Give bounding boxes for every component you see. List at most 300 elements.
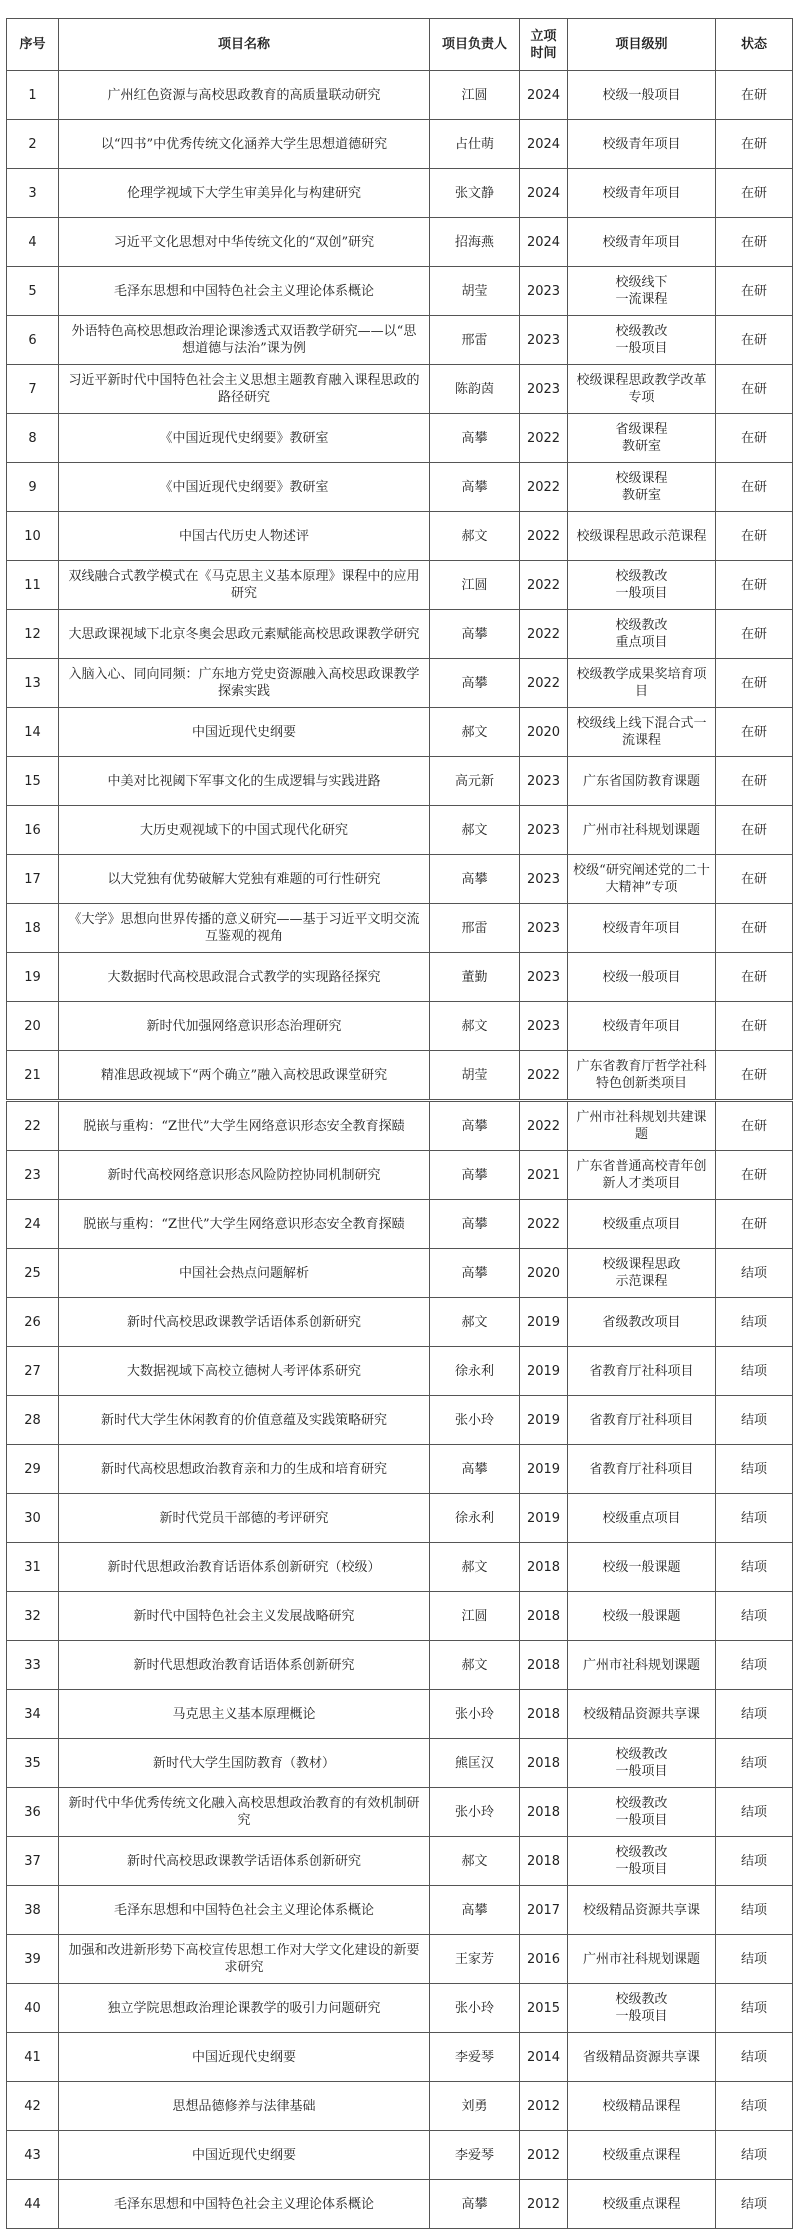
header-project-name: 项目名称 — [59, 19, 430, 71]
cell-status: 结项 — [716, 1396, 793, 1445]
table-row — [7, 169, 793, 218]
header-leader: 项目负责人 — [430, 19, 520, 71]
cell-project-name: 精准思政视域下“两个确立”融入高校思政课堂研究 — [59, 1051, 430, 1101]
cell-leader: 陈韵茵 — [430, 365, 520, 414]
table-row — [7, 1151, 793, 1200]
cell-index: 40 — [7, 1984, 59, 2033]
cell-year: 2016 — [520, 1935, 568, 1984]
cell-year: 2012 — [520, 2180, 568, 2229]
cell-year: 2012 — [520, 2082, 568, 2131]
cell-level: 广州市社科规划课题 — [568, 1935, 716, 1984]
cell-index: 34 — [7, 1690, 59, 1739]
cell-level: 校级教改 一般项目 — [568, 1837, 716, 1886]
cell-index: 14 — [7, 708, 59, 757]
table-row — [7, 1298, 793, 1347]
table-row — [7, 659, 793, 708]
cell-year: 2022 — [520, 659, 568, 708]
cell-status: 在研 — [716, 512, 793, 561]
cell-level: 校级教学成果奖培育项目 — [568, 659, 716, 708]
cell-level: 广东省普通高校青年创新人才类项目 — [568, 1151, 716, 1200]
cell-year: 2018 — [520, 1543, 568, 1592]
cell-year: 2022 — [520, 1051, 568, 1101]
cell-year: 2014 — [520, 2033, 568, 2082]
cell-leader: 胡莹 — [430, 1051, 520, 1101]
cell-index: 9 — [7, 463, 59, 512]
cell-leader: 高攀 — [430, 1151, 520, 1200]
cell-leader: 徐永利 — [430, 1347, 520, 1396]
cell-leader: 高元新 — [430, 757, 520, 806]
cell-project-name: 习近平新时代中国特色社会主义思想主题教育融入课程思政的路径研究 — [59, 365, 430, 414]
cell-year: 2021 — [520, 1151, 568, 1200]
cell-index: 32 — [7, 1592, 59, 1641]
cell-level: 校级青年项目 — [568, 904, 716, 953]
cell-index: 24 — [7, 1200, 59, 1249]
cell-index: 2 — [7, 120, 59, 169]
cell-index: 19 — [7, 953, 59, 1002]
cell-leader: 高攀 — [430, 610, 520, 659]
cell-level: 广州市社科规划共建课题 — [568, 1101, 716, 1151]
cell-index: 22 — [7, 1101, 59, 1151]
cell-level: 校级教改 一般项目 — [568, 561, 716, 610]
cell-leader: 高攀 — [430, 1200, 520, 1249]
cell-index: 15 — [7, 757, 59, 806]
cell-index: 41 — [7, 2033, 59, 2082]
cell-project-name: 广州红色资源与高校思政教育的高质量联动研究 — [59, 71, 430, 120]
cell-status: 在研 — [716, 659, 793, 708]
table-row — [7, 316, 793, 365]
table-row — [7, 1347, 793, 1396]
table-row — [7, 1935, 793, 1984]
cell-leader: 招海燕 — [430, 218, 520, 267]
cell-year: 2019 — [520, 1445, 568, 1494]
cell-year: 2023 — [520, 904, 568, 953]
cell-year: 2018 — [520, 1739, 568, 1788]
table-row — [7, 1592, 793, 1641]
cell-index: 21 — [7, 1051, 59, 1101]
table-row — [7, 708, 793, 757]
cell-year: 2023 — [520, 316, 568, 365]
table-row — [7, 1101, 793, 1151]
cell-index: 38 — [7, 1886, 59, 1935]
cell-year: 2018 — [520, 1592, 568, 1641]
cell-year: 2019 — [520, 1396, 568, 1445]
cell-index: 42 — [7, 2082, 59, 2131]
table-row — [7, 218, 793, 267]
table-row — [7, 365, 793, 414]
header-status: 状态 — [716, 19, 793, 71]
cell-status: 结项 — [716, 1984, 793, 2033]
cell-project-name: 毛泽东思想和中国特色社会主义理论体系概论 — [59, 1886, 430, 1935]
cell-project-name: 新时代思想政治教育话语体系创新研究（校级） — [59, 1543, 430, 1592]
cell-year: 2023 — [520, 267, 568, 316]
table-row — [7, 561, 793, 610]
cell-index: 39 — [7, 1935, 59, 1984]
cell-status: 在研 — [716, 855, 793, 904]
cell-level: 校级青年项目 — [568, 120, 716, 169]
cell-level: 校级教改 一般项目 — [568, 1739, 716, 1788]
cell-project-name: 新时代高校思政课教学话语体系创新研究 — [59, 1298, 430, 1347]
cell-project-name: 新时代高校思想政治教育亲和力的生成和培育研究 — [59, 1445, 430, 1494]
cell-level: 省教育厅社科项目 — [568, 1445, 716, 1494]
cell-leader: 江圆 — [430, 71, 520, 120]
cell-leader: 高攀 — [430, 855, 520, 904]
cell-level: 校级精品资源共享课 — [568, 1886, 716, 1935]
cell-leader: 刘勇 — [430, 2082, 520, 2131]
cell-status: 结项 — [716, 2082, 793, 2131]
cell-leader: 郝文 — [430, 1837, 520, 1886]
cell-leader: 郝文 — [430, 708, 520, 757]
cell-level: 省教育厅社科项目 — [568, 1396, 716, 1445]
table-row — [7, 953, 793, 1002]
table-row — [7, 1543, 793, 1592]
cell-year: 2019 — [520, 1347, 568, 1396]
cell-status: 在研 — [716, 1051, 793, 1101]
table-row — [7, 1788, 793, 1837]
table-row — [7, 757, 793, 806]
cell-status: 结项 — [716, 2033, 793, 2082]
cell-year: 2022 — [520, 610, 568, 659]
cell-index: 11 — [7, 561, 59, 610]
cell-project-name: 《大学》思想向世界传播的意义研究——基于习近平文明交流互鉴观的视角 — [59, 904, 430, 953]
header-year: 立项 时间 — [520, 19, 568, 71]
cell-status: 在研 — [716, 561, 793, 610]
table-row — [7, 512, 793, 561]
cell-project-name: 中国近现代史纲要 — [59, 708, 430, 757]
table-row — [7, 1641, 793, 1690]
table-row — [7, 463, 793, 512]
cell-status: 在研 — [716, 463, 793, 512]
table-row — [7, 2180, 793, 2229]
cell-index: 18 — [7, 904, 59, 953]
cell-leader: 郝文 — [430, 1641, 520, 1690]
cell-level: 校级精品资源共享课 — [568, 1690, 716, 1739]
cell-year: 2022 — [520, 561, 568, 610]
cell-leader: 高攀 — [430, 1101, 520, 1151]
table-row — [7, 1396, 793, 1445]
table-row — [7, 1984, 793, 2033]
cell-index: 17 — [7, 855, 59, 904]
cell-status: 在研 — [716, 218, 793, 267]
cell-leader: 占仕萌 — [430, 120, 520, 169]
cell-level: 省教育厅社科项目 — [568, 1347, 716, 1396]
table-row — [7, 1886, 793, 1935]
cell-year: 2018 — [520, 1690, 568, 1739]
cell-leader: 高攀 — [430, 659, 520, 708]
cell-project-name: 大数据时代高校思政混合式教学的实现路径探究 — [59, 953, 430, 1002]
cell-index: 25 — [7, 1249, 59, 1298]
cell-leader: 张小玲 — [430, 1396, 520, 1445]
cell-year: 2022 — [520, 1200, 568, 1249]
cell-project-name: 以大党独有优势破解大党独有难题的可行性研究 — [59, 855, 430, 904]
cell-year: 2018 — [520, 1837, 568, 1886]
cell-status: 结项 — [716, 2180, 793, 2229]
cell-level: 广州市社科规划课题 — [568, 1641, 716, 1690]
table-row — [7, 2082, 793, 2131]
cell-status: 结项 — [716, 1641, 793, 1690]
cell-status: 结项 — [716, 1543, 793, 1592]
cell-year: 2022 — [520, 1101, 568, 1151]
cell-project-name: 中国社会热点问题解析 — [59, 1249, 430, 1298]
cell-index: 1 — [7, 71, 59, 120]
cell-leader: 胡莹 — [430, 267, 520, 316]
cell-leader: 李爱琴 — [430, 2033, 520, 2082]
cell-leader: 高攀 — [430, 414, 520, 463]
cell-status: 结项 — [716, 1788, 793, 1837]
header-level: 项目级别 — [568, 19, 716, 71]
cell-level: 广东省教育厅哲学社科特色创新类项目 — [568, 1051, 716, 1101]
cell-index: 33 — [7, 1641, 59, 1690]
cell-status: 结项 — [716, 1592, 793, 1641]
cell-year: 2023 — [520, 953, 568, 1002]
cell-level: 省级教改项目 — [568, 1298, 716, 1347]
cell-status: 在研 — [716, 169, 793, 218]
cell-status: 在研 — [716, 1002, 793, 1051]
cell-index: 12 — [7, 610, 59, 659]
cell-level: 校级重点课程 — [568, 2180, 716, 2229]
cell-level: 校级线下 一流课程 — [568, 267, 716, 316]
table-row — [7, 904, 793, 953]
cell-index: 31 — [7, 1543, 59, 1592]
cell-index: 13 — [7, 659, 59, 708]
cell-index: 7 — [7, 365, 59, 414]
cell-level: 校级青年项目 — [568, 169, 716, 218]
cell-project-name: 入脑入心、同向同频：广东地方党史资源融入高校思政课教学探索实践 — [59, 659, 430, 708]
cell-year: 2012 — [520, 2131, 568, 2180]
cell-status: 结项 — [716, 1935, 793, 1984]
cell-status: 在研 — [716, 1101, 793, 1151]
cell-status: 在研 — [716, 904, 793, 953]
cell-level: 校级课程 教研室 — [568, 463, 716, 512]
cell-index: 23 — [7, 1151, 59, 1200]
cell-level: 校级课程思政示范课程 — [568, 512, 716, 561]
cell-level: 校级重点项目 — [568, 1200, 716, 1249]
cell-status: 在研 — [716, 953, 793, 1002]
cell-index: 16 — [7, 806, 59, 855]
cell-project-name: 新时代中华优秀传统文化融入高校思想政治教育的有效机制研究 — [59, 1788, 430, 1837]
cell-project-name: 伦理学视域下大学生审美异化与构建研究 — [59, 169, 430, 218]
cell-project-name: 脱嵌与重构：“Z世代”大学生网络意识形态安全教育探赜 — [59, 1200, 430, 1249]
cell-leader: 张文静 — [430, 169, 520, 218]
cell-project-name: 新时代党员干部德的考评研究 — [59, 1494, 430, 1543]
cell-index: 35 — [7, 1739, 59, 1788]
cell-level: 校级教改 一般项目 — [568, 1984, 716, 2033]
cell-project-name: 新时代大学生休闲教育的价值意蕴及实践策略研究 — [59, 1396, 430, 1445]
table-row — [7, 1445, 793, 1494]
cell-project-name: 加强和改进新形势下高校宣传思想工作对大学文化建设的新要求研究 — [59, 1935, 430, 1984]
table-row — [7, 1690, 793, 1739]
cell-level: 校级重点课程 — [568, 2131, 716, 2180]
table-row — [7, 855, 793, 904]
cell-project-name: 大历史观视域下的中国式现代化研究 — [59, 806, 430, 855]
cell-year: 2023 — [520, 855, 568, 904]
cell-project-name: 脱嵌与重构：“Z世代”大学生网络意识形态安全教育探赜 — [59, 1101, 430, 1151]
cell-level: 校级精品课程 — [568, 2082, 716, 2131]
cell-leader: 李爱琴 — [430, 2131, 520, 2180]
cell-project-name: 《中国近现代史纲要》教研室 — [59, 414, 430, 463]
cell-status: 结项 — [716, 1347, 793, 1396]
table-row — [7, 1739, 793, 1788]
cell-status: 在研 — [716, 1151, 793, 1200]
cell-year: 2020 — [520, 708, 568, 757]
cell-leader: 江圆 — [430, 1592, 520, 1641]
cell-status: 结项 — [716, 1739, 793, 1788]
cell-leader: 郝文 — [430, 512, 520, 561]
cell-status: 结项 — [716, 1445, 793, 1494]
cell-project-name: 新时代加强网络意识形态治理研究 — [59, 1002, 430, 1051]
cell-leader: 张小玲 — [430, 1788, 520, 1837]
cell-level: 校级课程思政教学改革专项 — [568, 365, 716, 414]
cell-year: 2024 — [520, 71, 568, 120]
cell-status: 结项 — [716, 1886, 793, 1935]
cell-status: 在研 — [716, 365, 793, 414]
cell-status: 结项 — [716, 1249, 793, 1298]
cell-project-name: 思想品德修养与法律基础 — [59, 2082, 430, 2131]
cell-project-name: 毛泽东思想和中国特色社会主义理论体系概论 — [59, 2180, 430, 2229]
cell-status: 结项 — [716, 1298, 793, 1347]
cell-year: 2023 — [520, 365, 568, 414]
cell-status: 结项 — [716, 1837, 793, 1886]
cell-project-name: 新时代中国特色社会主义发展战略研究 — [59, 1592, 430, 1641]
cell-leader: 郝文 — [430, 806, 520, 855]
cell-index: 44 — [7, 2180, 59, 2229]
cell-leader: 王家芳 — [430, 1935, 520, 1984]
cell-year: 2017 — [520, 1886, 568, 1935]
cell-level: 校级“研究阐述党的二十大精神”专项 — [568, 855, 716, 904]
cell-level: 校级青年项目 — [568, 1002, 716, 1051]
cell-leader: 郝文 — [430, 1002, 520, 1051]
cell-status: 在研 — [716, 1200, 793, 1249]
cell-leader: 郝文 — [430, 1298, 520, 1347]
cell-project-name: 习近平文化思想对中华传统文化的“双创”研究 — [59, 218, 430, 267]
cell-year: 2019 — [520, 1494, 568, 1543]
cell-year: 2020 — [520, 1249, 568, 1298]
cell-level: 校级线上线下混合式一流课程 — [568, 708, 716, 757]
cell-status: 在研 — [716, 267, 793, 316]
cell-level: 校级青年项目 — [568, 218, 716, 267]
cell-index: 4 — [7, 218, 59, 267]
cell-index: 36 — [7, 1788, 59, 1837]
cell-level: 广州市社科规划课题 — [568, 806, 716, 855]
cell-index: 3 — [7, 169, 59, 218]
table-header-row — [7, 19, 793, 71]
cell-leader: 高攀 — [430, 1249, 520, 1298]
table-row — [7, 610, 793, 659]
cell-status: 在研 — [716, 414, 793, 463]
cell-year: 2024 — [520, 169, 568, 218]
cell-level: 校级课程思政 示范课程 — [568, 1249, 716, 1298]
cell-year: 2019 — [520, 1298, 568, 1347]
cell-level: 省级课程 教研室 — [568, 414, 716, 463]
cell-status: 结项 — [716, 1494, 793, 1543]
cell-project-name: 新时代高校思政课教学话语体系创新研究 — [59, 1837, 430, 1886]
cell-level: 校级一般课题 — [568, 1543, 716, 1592]
cell-level: 校级教改 一般项目 — [568, 316, 716, 365]
table-row — [7, 1200, 793, 1249]
cell-year: 2015 — [520, 1984, 568, 2033]
table-row — [7, 267, 793, 316]
cell-status: 在研 — [716, 806, 793, 855]
cell-year: 2023 — [520, 806, 568, 855]
projects-table-container — [6, 18, 792, 2229]
table-row — [7, 806, 793, 855]
cell-index: 43 — [7, 2131, 59, 2180]
cell-index: 10 — [7, 512, 59, 561]
table-body — [7, 71, 793, 2229]
cell-leader: 江圆 — [430, 561, 520, 610]
cell-project-name: 马克思主义基本原理概论 — [59, 1690, 430, 1739]
cell-index: 6 — [7, 316, 59, 365]
cell-year: 2024 — [520, 120, 568, 169]
cell-year: 2023 — [520, 757, 568, 806]
cell-index: 20 — [7, 1002, 59, 1051]
cell-project-name: 中国近现代史纲要 — [59, 2033, 430, 2082]
table-row — [7, 1051, 793, 1101]
cell-project-name: 新时代思想政治教育话语体系创新研究 — [59, 1641, 430, 1690]
cell-project-name: 《中国近现代史纲要》教研室 — [59, 463, 430, 512]
table-row — [7, 2131, 793, 2180]
table-row — [7, 1249, 793, 1298]
cell-level: 省级精品资源共享课 — [568, 2033, 716, 2082]
cell-project-name: 大数据视域下高校立德树人考评体系研究 — [59, 1347, 430, 1396]
cell-level: 校级一般课题 — [568, 1592, 716, 1641]
cell-project-name: 独立学院思想政治理论课教学的吸引力问题研究 — [59, 1984, 430, 2033]
cell-index: 30 — [7, 1494, 59, 1543]
cell-leader: 徐永利 — [430, 1494, 520, 1543]
cell-index: 28 — [7, 1396, 59, 1445]
table-row — [7, 414, 793, 463]
cell-project-name: 毛泽东思想和中国特色社会主义理论体系概论 — [59, 267, 430, 316]
table-row — [7, 1837, 793, 1886]
table-row — [7, 71, 793, 120]
cell-level: 广东省国防教育课题 — [568, 757, 716, 806]
cell-leader: 张小玲 — [430, 1984, 520, 2033]
cell-leader: 邢雷 — [430, 904, 520, 953]
table-row — [7, 1002, 793, 1051]
cell-index: 37 — [7, 1837, 59, 1886]
cell-project-name: 新时代高校网络意识形态风险防控协同机制研究 — [59, 1151, 430, 1200]
cell-leader: 高攀 — [430, 463, 520, 512]
cell-leader: 高攀 — [430, 1445, 520, 1494]
cell-project-name: 新时代大学生国防教育（教材） — [59, 1739, 430, 1788]
cell-status: 结项 — [716, 2131, 793, 2180]
cell-level: 校级一般项目 — [568, 953, 716, 1002]
cell-project-name: 双线融合式教学模式在《马克思主义基本原理》课程中的应用研究 — [59, 561, 430, 610]
cell-status: 结项 — [716, 1690, 793, 1739]
table-row — [7, 120, 793, 169]
cell-year: 2022 — [520, 414, 568, 463]
cell-project-name: 中国古代历史人物述评 — [59, 512, 430, 561]
cell-project-name: 外语特色高校思想政治理论课渗透式双语教学研究——以“思想道德与法治”课为例 — [59, 316, 430, 365]
cell-year: 2024 — [520, 218, 568, 267]
cell-leader: 张小玲 — [430, 1690, 520, 1739]
cell-year: 2022 — [520, 512, 568, 561]
cell-level: 校级教改 重点项目 — [568, 610, 716, 659]
cell-year: 2022 — [520, 463, 568, 512]
cell-status: 在研 — [716, 71, 793, 120]
projects-table — [6, 18, 793, 2229]
header-index: 序号 — [7, 19, 59, 71]
cell-status: 在研 — [716, 610, 793, 659]
cell-status: 在研 — [716, 757, 793, 806]
cell-project-name: 中国近现代史纲要 — [59, 2131, 430, 2180]
cell-leader: 高攀 — [430, 2180, 520, 2229]
cell-leader: 郝文 — [430, 1543, 520, 1592]
cell-index: 29 — [7, 1445, 59, 1494]
cell-status: 在研 — [716, 708, 793, 757]
cell-level: 校级教改 一般项目 — [568, 1788, 716, 1837]
cell-leader: 熊匡汉 — [430, 1739, 520, 1788]
cell-project-name: 大思政课视域下北京冬奥会思政元素赋能高校思政课教学研究 — [59, 610, 430, 659]
